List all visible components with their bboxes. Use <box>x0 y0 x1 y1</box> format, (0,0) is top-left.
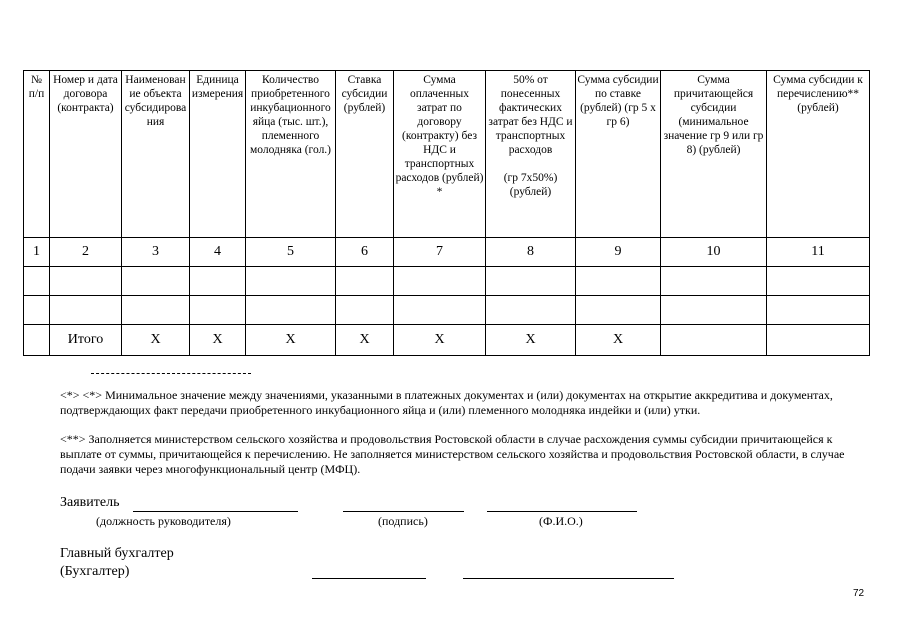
header-cell: Сумма субсидии по ставке (рублей) (гр 5 x гр 6) <box>576 71 661 238</box>
column-number: 6 <box>336 238 394 267</box>
table-cell[interactable] <box>394 267 486 296</box>
header-cell: Ставка субсидии (рублей) <box>336 71 394 238</box>
table-row <box>24 267 870 296</box>
total-cell: X <box>576 325 661 356</box>
total-cell <box>24 325 50 356</box>
table-cell[interactable] <box>336 267 394 296</box>
footnote-2: <**> Заполняется министерством сельского хозяйства и продовольствия Ростовской области в случае расхождения суммы субсидии причитающейся к выплате от суммы, причитающейся к перечислению. Не заполняется министерством сельского хозяйства и продовольствия Ростовской области, в случае подачи заявки через многофункциональный центр (МФЦ). <box>60 432 845 476</box>
header-cell: Сумма оплаченных затрат по договору (контракту) без НДС и транспортных расходов (рублей) * <box>394 71 486 238</box>
accountant-label: (Бухгалтер) <box>60 564 130 579</box>
total-cell: X <box>246 325 336 356</box>
column-number: 5 <box>246 238 336 267</box>
table-cell[interactable] <box>246 267 336 296</box>
signature-line[interactable] <box>343 511 464 512</box>
total-label: Итого <box>50 325 122 356</box>
table-cell[interactable] <box>50 267 122 296</box>
chief-accountant-label: Главный бухгалтер <box>60 546 174 561</box>
table-cell[interactable] <box>122 267 190 296</box>
column-number: 7 <box>394 238 486 267</box>
column-number: 9 <box>576 238 661 267</box>
table-cell[interactable] <box>767 267 870 296</box>
table-cell[interactable] <box>24 296 50 325</box>
column-number-row <box>24 238 870 267</box>
column-number: 1 <box>24 238 50 267</box>
accountant-signature-line[interactable] <box>312 578 426 579</box>
header-cell: 50% от понесенных фактических затрат без НДС и транспортных расходов (гр 7x50%) (рублей) <box>486 71 576 238</box>
footnote-1: <*> <*> Минимальное значение между значениями, указанными в платежных документах и (или) документах на открытие аккредитива и документах, подтверждающих факт передачи приобретенного инкубационного яйца и (или) племенного молодняка индейки и (или) утки. <box>60 388 833 417</box>
header-cell: Единица измерения <box>190 71 246 238</box>
table-row <box>24 296 870 325</box>
header-cell: Сумма субсидии к перечислению** (рублей) <box>767 71 870 238</box>
header-row <box>24 71 870 238</box>
table-cell[interactable] <box>122 296 190 325</box>
subsidy-calculation-table <box>23 70 870 356</box>
table-cell[interactable] <box>486 296 576 325</box>
header-cell: Количество приобретенного инкубационного яйца (тыс. шт.), племенного молодняка (гол.) <box>246 71 336 238</box>
header-cell: Номер и дата договора (контракта) <box>50 71 122 238</box>
table-cell[interactable] <box>767 296 870 325</box>
full-name-line[interactable] <box>487 511 637 512</box>
column-number: 11 <box>767 238 870 267</box>
signature-caption: (подпись) <box>378 514 428 528</box>
column-number: 10 <box>661 238 767 267</box>
total-cell: X <box>190 325 246 356</box>
column-number: 8 <box>486 238 576 267</box>
table-cell[interactable] <box>336 296 394 325</box>
table-cell[interactable] <box>661 267 767 296</box>
table-cell[interactable] <box>576 296 661 325</box>
total-row <box>24 325 870 356</box>
total-cell: X <box>336 325 394 356</box>
table-cell[interactable] <box>576 267 661 296</box>
position-caption: (должность руководителя) <box>96 514 231 528</box>
table-cell[interactable] <box>190 296 246 325</box>
accountant-name-line[interactable] <box>463 578 674 579</box>
full-name-caption: (Ф.И.О.) <box>539 514 583 528</box>
total-cell[interactable] <box>661 325 767 356</box>
total-cell: X <box>122 325 190 356</box>
column-number: 4 <box>190 238 246 267</box>
footnote-separator-text: -------------------------------- <box>91 366 187 376</box>
header-cell: Сумма причитающейся субсидии (минимальное значение гр 9 или гр 8) (рублей) <box>661 71 767 238</box>
table-cell[interactable] <box>190 267 246 296</box>
page-number: 72 <box>853 588 865 599</box>
table-cell[interactable] <box>661 296 767 325</box>
table-cell[interactable] <box>246 296 336 325</box>
column-number: 2 <box>50 238 122 267</box>
position-signature-line[interactable] <box>133 511 298 512</box>
header-cell: Наименование объекта субсидирования <box>122 71 190 238</box>
column-number: 3 <box>122 238 190 267</box>
header-cell: № п/п <box>24 71 50 238</box>
total-cell: X <box>394 325 486 356</box>
applicant-label: Заявитель <box>60 495 120 510</box>
total-cell: X <box>486 325 576 356</box>
table-cell[interactable] <box>394 296 486 325</box>
table-cell[interactable] <box>50 296 122 325</box>
total-cell[interactable] <box>767 325 870 356</box>
table-cell[interactable] <box>24 267 50 296</box>
table-cell[interactable] <box>486 267 576 296</box>
